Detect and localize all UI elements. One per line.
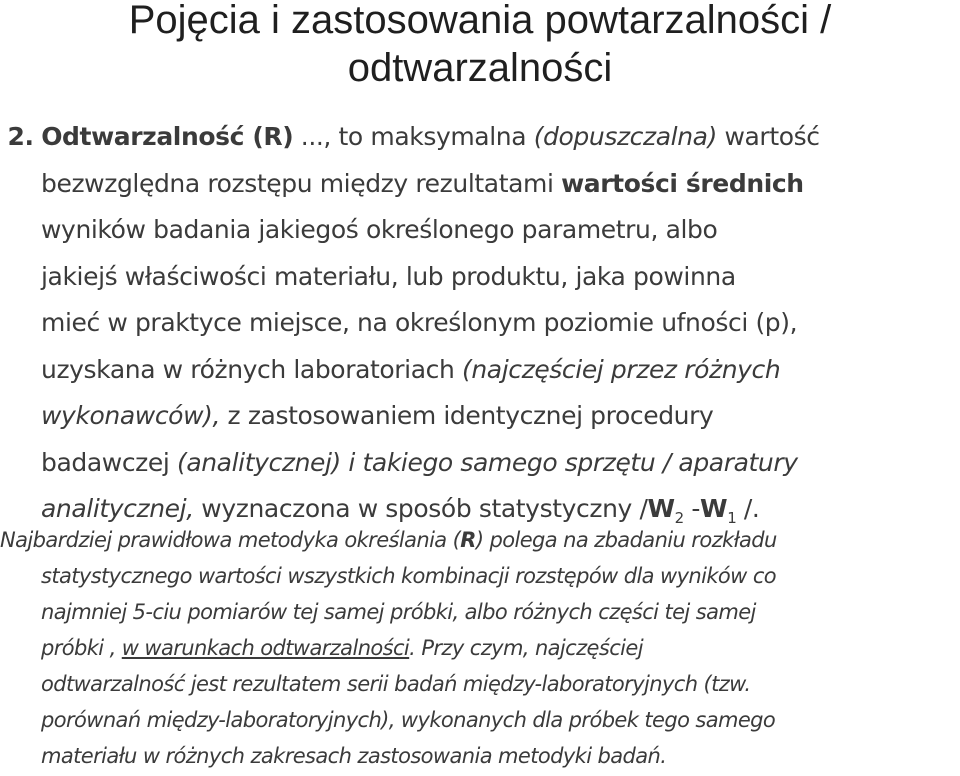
note-text: . Przy czym, najczęściej [409,636,643,660]
definition-text: wyznaczona w sposób statystyczny / [193,494,648,523]
note-text: Najbardziej prawidłowa metodyka określania ( [0,528,461,552]
note-line-4 [0,630,960,666]
formula-w1-subscript: 1 [727,509,737,527]
definition-number: 2. [7,122,34,151]
definition-line-3: wyników badania jakiegoś określonego parametru, albo [41,215,718,244]
definition-paragraph [0,114,950,533]
definition-line-7 [0,393,950,440]
definition-italic: analitycznej, [41,494,194,523]
note-line-2: statystycznego wartości wszystkich kombinacji rozstępów dla wyników co [41,564,777,588]
slide-title [0,0,960,92]
definition-term: Odtwarzalność (R) [41,122,294,151]
definition-text: z zastosowaniem identycznej procedury [220,401,714,430]
note-text: próbki , [41,636,122,660]
definition-italic: (analitycznej) i takiego samego sprzętu / aparatury [176,447,798,477]
formula-w1: W [700,494,728,523]
note-line-1 [0,522,960,558]
note-r-symbol: R [460,528,476,552]
definition-italic: (dopuszczalna) [533,122,717,151]
definition-line-5: mieć w praktyce miejsce, na określonym poziomie ufności (p), [41,308,798,337]
definition-line-2 [0,161,950,208]
note-underlined: w warunkach odtwarzalności [121,636,410,660]
definition-bold: wartości średnich [561,168,804,198]
definition-text: ..., to maksymalna [293,122,534,151]
formula-end: /. [743,494,760,523]
note-line-6: porównań między-laboratoryjnych), wykonanych dla próbek tego samego [41,708,776,732]
definition-text: bezwzględna rozstępu między rezultatami [41,168,562,198]
definition-line-4: jakiejś właściwości materiału, lub produktu, jaka powinna [41,261,736,291]
note-text: ) polega na zbadaniu rozkładu [475,528,777,552]
definition-italic: wykonawców), [41,401,221,430]
formula-minus: - [691,494,700,523]
title-line-1: Pojęcia i zastosowania powtarzalności / [128,0,832,42]
note-line-7: materiału w różnych zakresach zastosowania metodyki badań. [41,744,667,768]
title-line-2: odtwarzalności [347,46,613,90]
definition-line-1 [0,114,950,161]
definition-text: badawczej [41,447,177,477]
definition-italic: (najczęściej przez różnych [461,354,781,384]
methodology-note [0,522,960,774]
formula-w2: W [647,494,675,523]
formula-w2-subscript: 2 [674,509,684,527]
note-line-3: najmniej 5-ciu pomiarów tej samej próbki, albo różnych części tej samej [41,600,756,624]
note-line-5: odtwarzalność jest rezultatem serii badań między-laboratoryjnych (tzw. [41,672,751,696]
definition-line-6 [0,347,950,394]
definition-line-8 [0,440,950,487]
definition-text: uzyskana w różnych laboratoriach [41,354,462,384]
definition-text: wartość [716,122,820,151]
